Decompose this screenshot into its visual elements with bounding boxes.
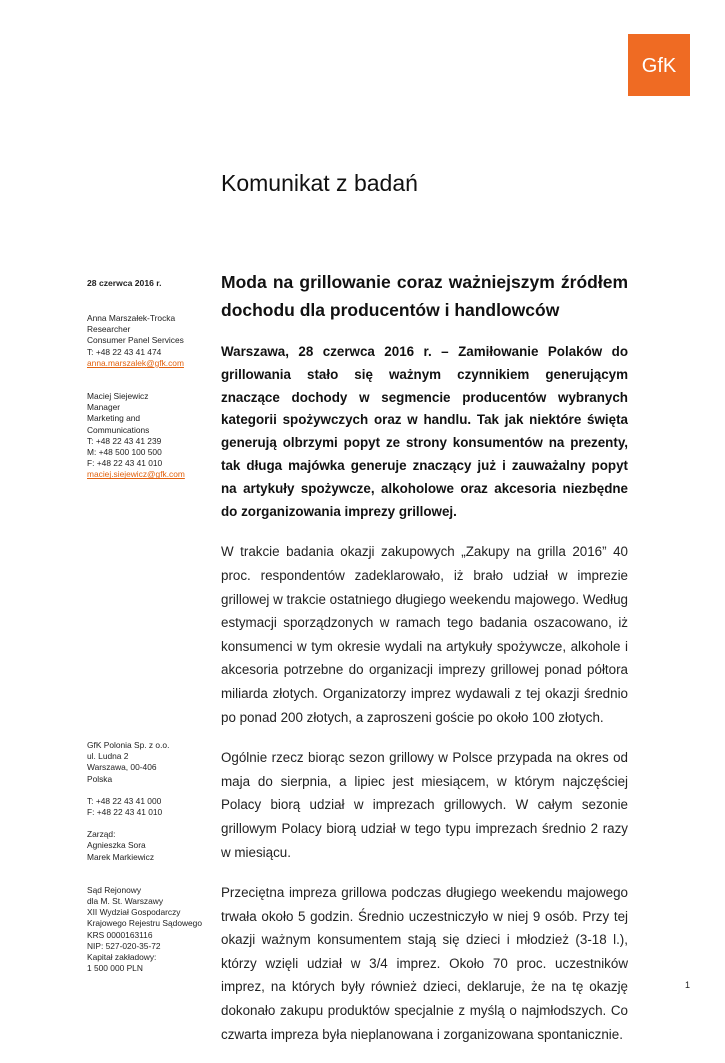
board-member-2: Marek Markiewicz: [87, 851, 155, 862]
document-title: Komunikat z badań: [221, 170, 418, 196]
contact-1-role: Researcher: [87, 324, 131, 335]
gfk-logo-text: GfK: [641, 55, 677, 77]
company-phone: T: +48 22 43 41 000: [87, 795, 162, 806]
company-name: GfK Polonia Sp. z o.o.: [87, 740, 170, 750]
contact-block-1: [87, 313, 184, 369]
contact-2-department-line-1: Marketing and: [87, 413, 141, 424]
gfk-logo-mark: [637, 51, 681, 79]
registry-line-2: dla M. St. Warszawy: [87, 896, 164, 907]
registry-line-1: Sąd Rejonowy: [87, 884, 142, 895]
contact-2-department-line-2: Communications: [87, 424, 150, 435]
registry-line-3: XII Wydział Gospodarczy: [87, 907, 181, 918]
contact-2-fax: F: +48 22 43 41 010: [87, 458, 163, 469]
contact-1-department: Consumer Panel Services: [87, 335, 184, 346]
registry-capital-label: Kapitał zakładowy:: [87, 952, 157, 963]
contact-2-email-link[interactable]: maciej.siejewicz@gfk.com: [87, 469, 185, 480]
contact-1-email-link[interactable]: anna.marszalek@gfk.com: [87, 357, 184, 368]
article-paragraph-2: Ogólnie rzecz biorąc sezon grillowy w Polsce przypada na okres od maja do sierpnia, a lipiec jest miesiącem, w którym najczęściej Polacy biorą udział w imprezach grillowych. W całym sezonie grillowym Polacy biorą udział w tego typu imprezach średnio 2 razy w miesiącu.: [221, 750, 628, 860]
contact-1-phone: T: +48 22 43 41 474: [87, 346, 162, 357]
article-paragraph-3: Przeciętna impreza grillowa podczas długiego weekendu majowego trwała około 5 godzin. Średnio uczestniczyło w niej 9 osób. Przy tej okazji ważnym konsumentem stają się dzieci i młodzież (3-18 l.), którzy wzięli udział w 3/4 imprez. Około 70 proc. uczestników imprez, na których były również dzieci, deklaruje, że na tę okazję dokonało zakupu produktów specjalnie z myślą o najmłodszych. Co czwarta impreza była nieplanowana i zorganizowana spontanicznie.: [221, 885, 628, 1042]
contact-1-name: Anna Marszałek-Trocka: [87, 313, 176, 323]
contact-2-name: Maciej Siejewicz: [87, 391, 149, 401]
company-country: Polska: [87, 773, 113, 784]
contact-2-phone: T: +48 22 43 41 239: [87, 435, 162, 446]
contact-block-2: [87, 391, 185, 481]
article-paragraph-1: W trakcie badania okazji zakupowych „Zakupy na grilla 2016” 40 proc. respondentów zadeklarowało, iż brało udział w imprezie grillowej w trakcie ostatniego długiego weekendu majowego. Według estymacji sporządzonych w ramach tego badania oszacowano, iż konsumenci w tym okresie wydali na artykuły spożywcze, alkohole i akcesoria potrzebne do organizacji imprezy grillowej ponad półtora miliarda złotych. Organizatorzy imprez wydawali z tej okazji średnio po ponad 200 złotych, a zaproszeni goście po około 100 złotych.: [221, 544, 628, 725]
article-lead: Warszawa, 28 czerwca 2016 r. – Zamiłowanie Polaków do grillowania stało się ważnym czynnikiem generującym znaczące dochody w segmencie producentów wybranych kategorii spożywczych oraz w handlu. Tak jak niektóre święta generują olbrzymi popyt ze strony konsumentów na prezenty, tak długa majówka generuje znaczący już i zauważalny popyt na artykuły spożywcze, alkoholowe oraz akcesoria niezbędne do zorganizowania imprezy grillowej.: [221, 344, 628, 519]
contact-2-mobile: M: +48 500 100 500: [87, 447, 162, 458]
registry-line-4: Krajowego Rejestru Sądowego: [87, 918, 202, 929]
company-fax: F: +48 22 43 41 010: [87, 807, 163, 818]
registry-capital-value: 1 500 000 PLN: [87, 963, 143, 974]
company-street: ul. Ludna 2: [87, 751, 129, 762]
article-headline: Moda na grillowanie coraz ważniejszym źródłem dochodu dla producentów i handlowców: [221, 272, 628, 320]
gfk-logo: [628, 34, 690, 96]
registry-nip: NIP: 527-020-35-72: [87, 940, 161, 951]
company-city: Warszawa, 00-406: [87, 762, 157, 773]
release-date: 28 czerwca 2016 r.: [87, 278, 162, 288]
company-info: [87, 740, 202, 974]
board-label: Zarząd:: [87, 829, 116, 840]
article: [221, 268, 628, 1063]
board-member-1: Agnieszka Sora: [87, 840, 146, 851]
page-number: 1: [685, 980, 691, 990]
registry-krs: KRS 0000163116: [87, 929, 153, 940]
contact-2-role: Manager: [87, 402, 121, 413]
